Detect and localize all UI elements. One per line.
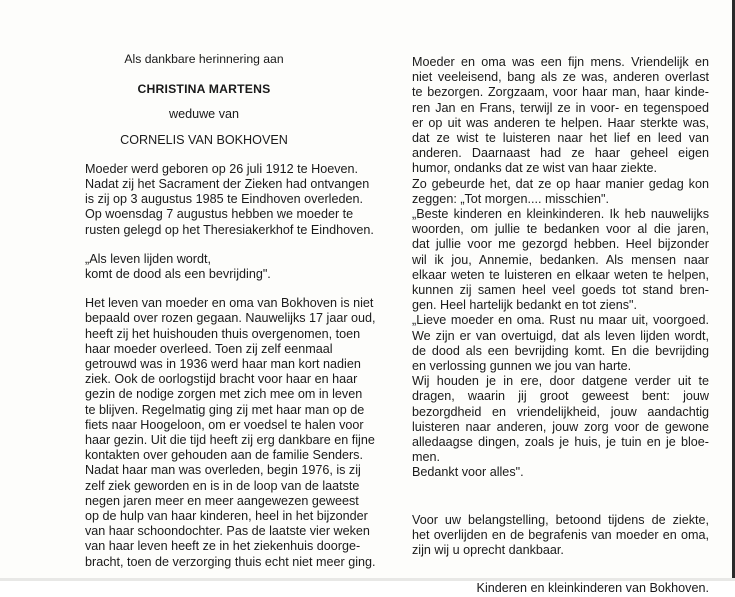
text-line: Voor uw belangstelling, betoond tijdens de ziekte, (412, 512, 709, 527)
text-line: zeggen: „Tot morgen.... misschien". (412, 191, 609, 206)
text-line: Wij houden je in ere, door datgene verder uit te (412, 374, 709, 389)
dedication-intro: Als dankbare herinnering aan (124, 52, 284, 66)
husband-name: CORNELIS VAN BOKHOVEN (120, 132, 288, 147)
text-line: is zij op 3 augustus 1985 te Eindhoven overleden. (85, 192, 363, 207)
text-line: gen. Heel hartelijk bedankt en tot ziens". (412, 298, 637, 313)
life-paragraph (85, 296, 376, 570)
text-line: te blijven. Regelmatig ging zij met haar man op de (85, 402, 365, 417)
text-line: dat ze wist te luisteren naar het lief en leed van (412, 131, 709, 146)
family-signature: Kinderen en kleinkinderen van Bokhoven. (476, 581, 709, 596)
quote-line: „Als leven lijden wordt, (85, 251, 211, 266)
text-line: haar gezin. Uit die tijd heeft zij erg dankbare en fijne (85, 433, 375, 448)
text-line: men. (412, 450, 440, 465)
text-line: luisteren naar anderen, jouw zorg voor de gewone (412, 419, 709, 434)
text-line: gezin de nodige zorgen met zich mee om in leven (85, 387, 363, 402)
text-line: niet veeleisend, bang als ze was, anderen overlast (412, 70, 709, 85)
widow-of-label: weduwe van (168, 107, 239, 122)
text-line: heeft zij het huishouden thuis overgenomen, toen (85, 326, 361, 341)
text-line: zijn wij u oprecht dankbaar. (412, 543, 564, 558)
text-line: Het leven van moeder en oma van Bokhoven is niet (85, 296, 374, 311)
text-line: We zijn er van overtuigd, dat als leven lijden wordt, (412, 328, 709, 343)
text-line: fiets naar Hoogeloon, om er voedsel te halen voor (85, 417, 364, 432)
text-line: de dood als een bevrijding komt. En die bevrijding (412, 343, 709, 358)
text-line: het overlijden en de begrafenis van moeder en oma, (412, 527, 709, 542)
text-line: alledaagse dingen, zoals je huis, je tuin en je bloe- (412, 435, 709, 450)
text-line: dragen, waarin jij groot geweest bent: jouw (412, 389, 709, 404)
text-line: kontakten over gehouden aan de familie Senders. (85, 448, 363, 463)
text-line: ziek. Ook de oorlogstijd bracht voor haar en haar (85, 372, 358, 387)
text-line: zelf ziek geworden en is in de loop van de laatste (85, 478, 360, 493)
text-line: bezorgdheid en vriendelijkheid, jouw aandachtig (412, 404, 709, 419)
text-line: „Beste kinderen en kleinkinderen. Ik heb nauwelijks (412, 207, 709, 222)
text-line: Op woensdag 7 augustus hebben we moeder te (85, 207, 354, 222)
text-line: van haar schoondochter. Pas de laatste vier weken (85, 524, 370, 539)
text-line: bepaald over rozen gegaan. Nauwelijks 17 jaar oud, (85, 311, 376, 326)
text-line: wil ik jou, Annemie, bedanken. Als mensen naar (412, 252, 709, 267)
text-line: op de hulp van haar kinderen, heel in het bijzonder (85, 509, 368, 524)
text-line: Nadat haar man was overleden, begin 1976, is zij (85, 463, 361, 478)
text-line: dat jullie voor me gezorgd hebben. Heel bijzonder (412, 237, 709, 252)
text-line: van haar leven heeft ze in het ziekenhuis doorge- (85, 539, 361, 554)
text-line: woorden, om jullie te bedanken voor al die jaren, (412, 222, 709, 237)
birth-death-paragraph (85, 161, 374, 238)
text-line: „Lieve moeder en oma. Rust nu maar uit, voorgoed. (412, 313, 709, 328)
quote-line: komt de dood als een bevrijding". (85, 267, 271, 282)
left-column (85, 52, 376, 570)
text-line: Zo gebeurde het, dat ze op haar manier gedag kon (412, 176, 709, 191)
text-line: Bedankt voor alles". (412, 465, 524, 480)
text-line: getrouwd was in 1936 werd haar man kort nadien (85, 357, 361, 372)
text-line: elkaar weten te luisteren en elkaar weten te helpen, (412, 267, 709, 282)
deceased-name: CHRISTINA MARTENS (137, 82, 271, 97)
thanks-paragraph (412, 513, 709, 559)
quote (85, 252, 323, 282)
text-line: Moeder werd geboren op 26 juli 1912 te Hoeven. (85, 161, 359, 176)
text-line: Nadat zij het Sacrament der Zieken had ontvangen (85, 177, 370, 192)
text-line: negen jaren meer en meer aangewezen geweest (85, 493, 359, 508)
text-line: anderen. Daarnaast had ze haar geheel eigen (412, 146, 709, 161)
right-column (412, 55, 709, 597)
text-line: humor, ondanks dat ze wist van haar ziekte. (412, 161, 658, 176)
text-line: haar moeder overleed. Toen zij zelf eenmaal (85, 341, 333, 356)
character-paragraph (412, 55, 709, 481)
text-line: rusten gelegd op het Theresiakerkhof te Eindhoven. (85, 222, 374, 237)
text-line: te bezorgen. Zorgzaam, voor haar man, haar kinde- (412, 85, 709, 100)
text-line: kunnen zij samen heel veel goeds tot stand bren- (412, 283, 709, 298)
text-line: ren Jan en Frans, terwijl ze in voor- en tegenspoed (412, 100, 709, 115)
text-line: Moeder en oma was een fijn mens. Vriendelijk en (412, 55, 709, 69)
text-line: bracht, toen de verzorging thuis echt niet meer ging. (85, 554, 376, 569)
text-line: er op uit was anderen te helpen. Haar sterkte was, (412, 115, 709, 130)
text-line: en verlossing gunnen we jou van harte. (412, 359, 632, 374)
